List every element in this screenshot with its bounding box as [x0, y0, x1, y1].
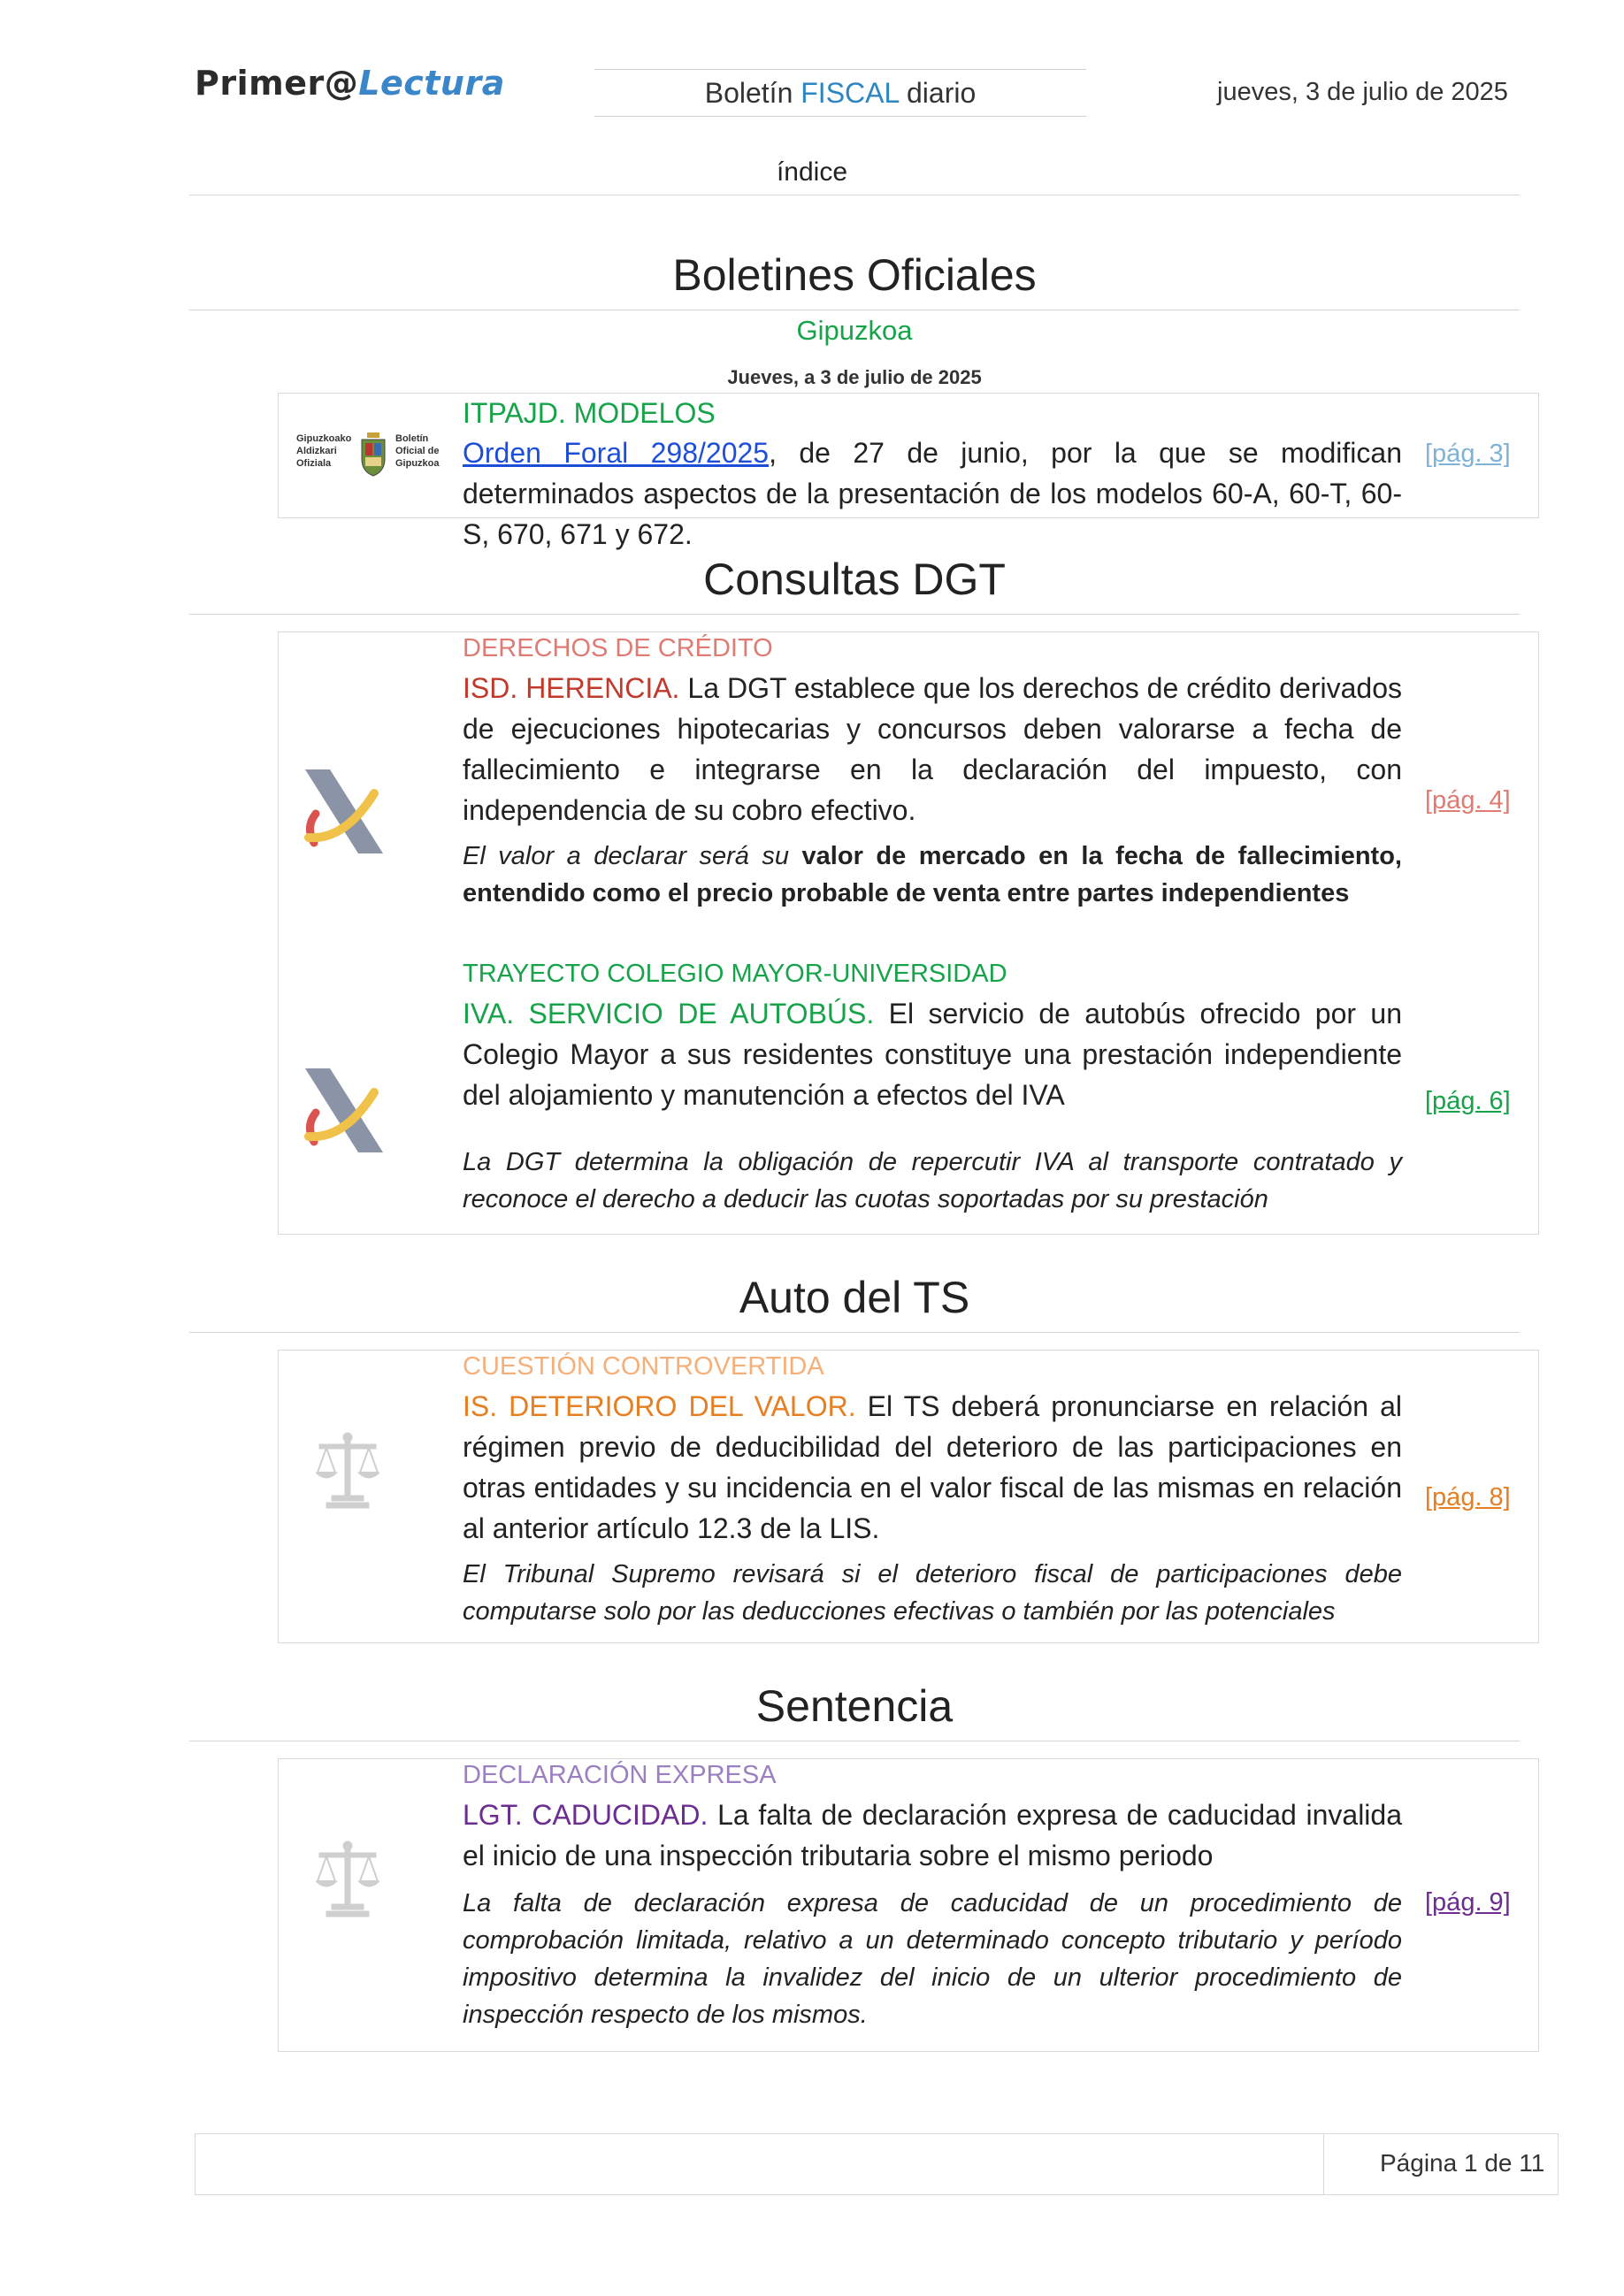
boletin-item-box [278, 393, 1539, 550]
page-link-9[interactable]: [pág. 9] [1425, 1888, 1511, 1917]
divider [189, 1332, 1520, 1333]
section-title-consultas: Consultas DGT [703, 555, 1006, 604]
scales-of-justice-icon [316, 1432, 379, 1510]
scales-of-justice-icon [316, 1841, 379, 1918]
item-text: LGT. CADUCIDAD. La falta de declaración expresa de caducidad invalida el inicio de una inspección tributaria sobre el mismo periodo [463, 1799, 1403, 1871]
item-text: Orden Foral 298/2025, de 27 de junio, por la que se modifican determinados aspectos de la presentación de los modelos 60-A, 60-T, 60-S, 670, 671 y 672. [463, 437, 1403, 550]
section-title-auto: Auto del TS [739, 1273, 970, 1322]
page-link-4[interactable]: [pág. 4] [1425, 786, 1511, 815]
item-summary: La falta de declaración expresa de caducidad de un procedimiento de comprobación limitada, relativo a un determinado concepto tributario y período impositivo determina la invalidez del inicio de un ulterior procedimiento de inspección respecto de los mismos. [463, 1889, 1402, 2029]
section-title-sentencia: Sentencia [755, 1681, 954, 1731]
index-label: índice [776, 157, 848, 187]
bulletin-title: Boletín FISCAL diario [594, 69, 1086, 117]
item-summary: El valor a declarar será su valor de mercado en la fecha de fallecimiento, entendido como el precio probable de venta entre partes independientes [463, 842, 1402, 907]
item-heading: ITPAJD. MODELOS [463, 397, 716, 429]
orden-foral-link[interactable]: Orden Foral 298/2025 [463, 437, 770, 469]
item-category: TRAYECTO COLEGIO MAYOR-UNIVERSIDAD [463, 960, 1007, 988]
item-text: IVA. SERVICIO DE AUTOBÚS. El servicio de autobús ofrecido por un Colegio Mayor a sus residentes constituye una prestación independiente del alojamiento y manutención a efectos del IVA [463, 998, 1403, 1111]
auto-box [278, 1350, 1539, 1643]
footer-divider [1323, 2133, 1324, 2195]
page-link-6[interactable]: [pág. 6] [1425, 1087, 1511, 1115]
page-link-3[interactable]: [pág. 3] [1425, 440, 1511, 468]
item-text: ISD. HERENCIA. La DGT establece que los derechos de crédito derivados de ejecuciones hipotecarias y concursos deben valorarse a fecha de fallecimiento e integrarse en la declaración del impuesto, con independencia de su cobro efectivo. [463, 672, 1403, 826]
aeat-logo-icon [296, 1055, 385, 1152]
item-category: DECLARACIÓN EXPRESA [463, 1761, 777, 1789]
boletin-date: Jueves, a 3 de julio de 2025 [727, 366, 982, 388]
item-summary: La DGT determina la obligación de repercutir IVA al transporte contratado y reconoce el derecho a deducir las cuotas soportadas por su prestación [463, 1148, 1402, 1213]
region-title: Gipuzkoa [796, 315, 913, 346]
brand-logo: Primer@Lectura [195, 64, 505, 103]
aeat-logo-icon [296, 756, 385, 853]
item-category: DERECHOS DE CRÉDITO [463, 634, 773, 662]
bog-logo: Gipuzkoako Aldizkari Ofiziala Boletín Oficial de Gipuzkoa [296, 432, 464, 482]
page-link-8[interactable]: [pág. 8] [1425, 1483, 1511, 1512]
item-text: IS. DETERIORO DEL VALOR. El TS deberá pronunciarse en relación al régimen previo de deducibilidad del deterioro de las participaciones en otras entidades y su incidencia en el valor fiscal de las mismas en relación al anterior artículo 12.3 de la LIS. [463, 1390, 1403, 1544]
page-number: Página 1 de 11 [1380, 2149, 1545, 2177]
section-title-boletines: Boletines Oficiales [672, 250, 1037, 300]
sentencia-box [278, 1758, 1539, 2052]
footer [195, 2133, 1559, 2195]
coat-of-arms-icon [358, 432, 388, 477]
item-category: CUESTIÓN CONTROVERTIDA [463, 1352, 824, 1381]
item-summary: El Tribunal Supremo revisará si el deterioro fiscal de participaciones debe computarse solo por las deducciones efectivas o también por las potenciales [463, 1560, 1402, 1626]
header-date: jueves, 3 de julio de 2025 [1217, 78, 1508, 106]
consultas-box [278, 631, 1539, 1235]
divider [189, 614, 1520, 615]
